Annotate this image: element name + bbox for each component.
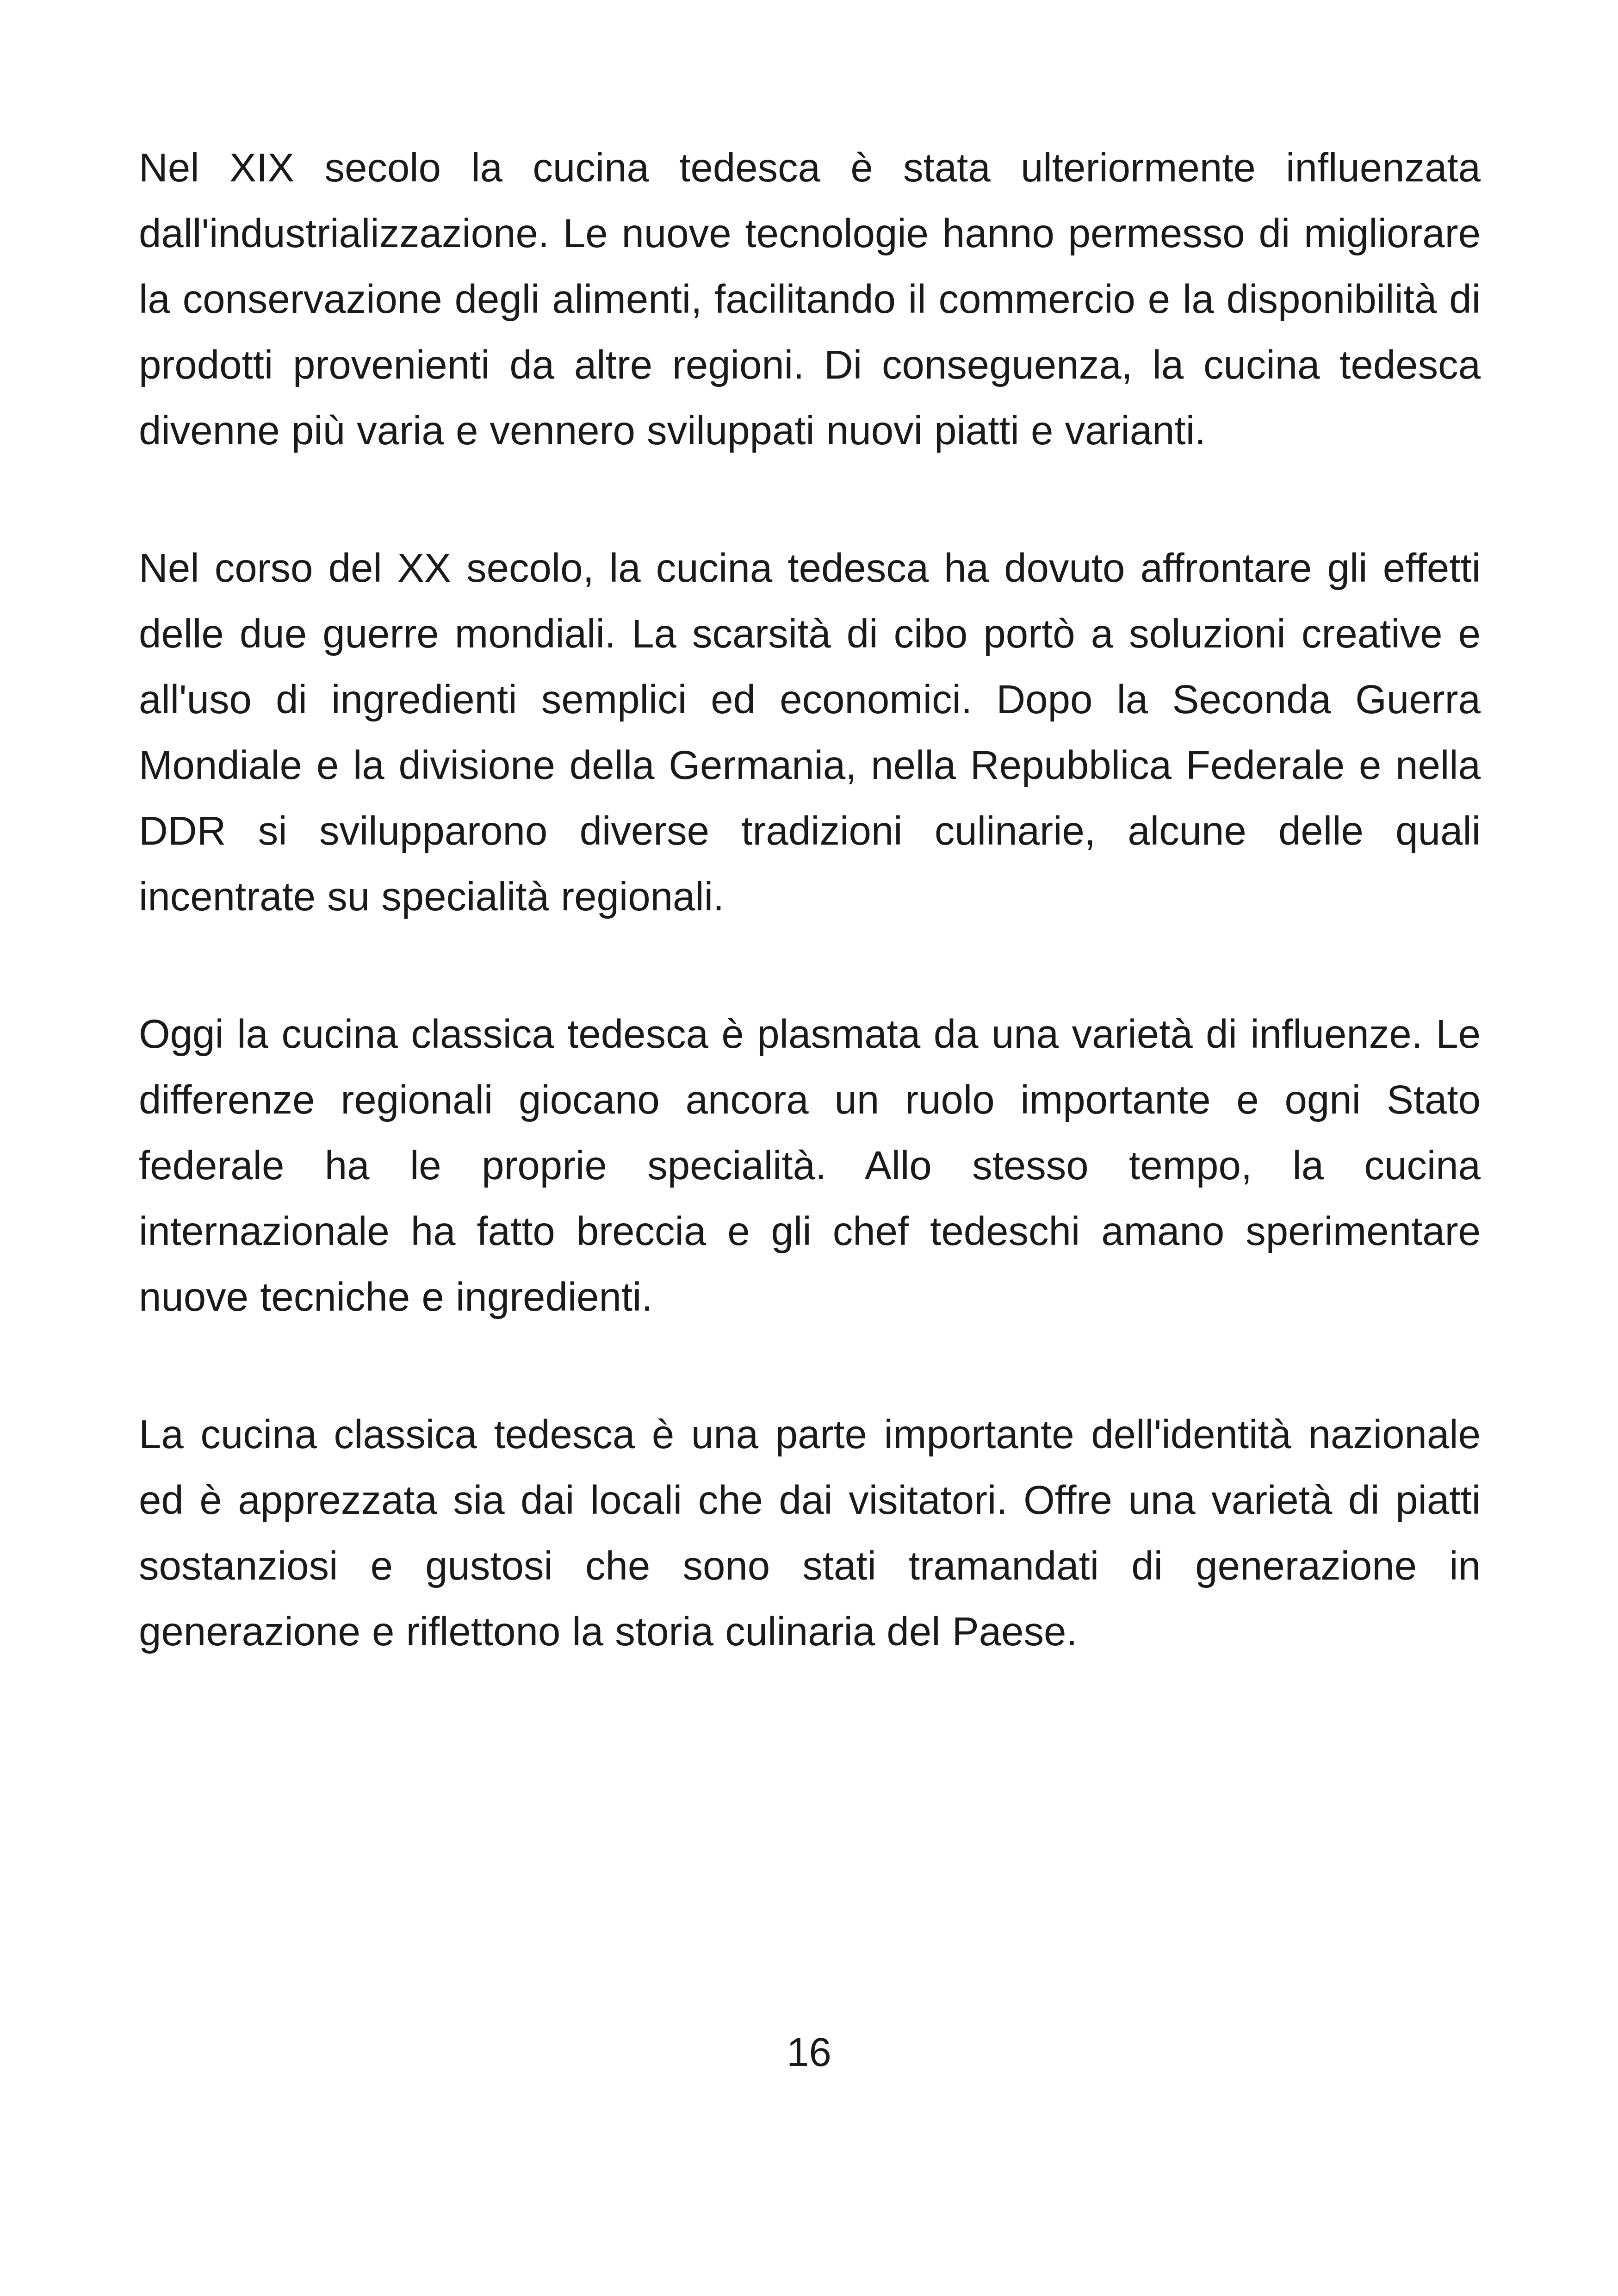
page-body [139,135,1481,1736]
paragraph-today: Oggi la cucina classica tedesca è plasmata da una varietà di influenze. Le differenze regionali giocano ancora un ruolo importante e ogni Stato federale ha le proprie specialità. Allo stesso tempo, la cucina internazionale ha fatto breccia e gli chef tedeschi amano sperimentare nuove tecniche e ingredienti. [139,1012,1481,1319]
paragraph-20th-century: Nel corso del XX secolo, la cucina tedesca ha dovuto affrontare gli effetti delle due guerre mondiali. La scarsità di cibo portò a soluzioni creative e all'uso di ingredienti semplici ed economici. Dopo la Seconda Guerra Mondiale e la divisione della Germania, nella Repubblica Federale e nella DDR si svilupparono diverse tradizioni culinarie, alcune delle quali incentrate su specialità regionali. [139,546,1481,919]
paragraph-19th-century: Nel XIX secolo la cucina tedesca è stata ulteriormente influenzata dall'industrializzazione. Le nuove tecnologie hanno permesso di migliorare la conservazione degli alimenti, facilitando il commercio e la disponibilità di prodotti provenienti da altre regioni. Di conseguenza, la cucina tedesca divenne più varia e vennero sviluppati nuovi piatti e varianti. [139,145,1481,453]
page-number: 16 [787,2030,831,2075]
paragraph-national-identity: La cucina classica tedesca è una parte importante dell'identità nazionale ed è apprezzata sia dai locali che dai visitatori. Offre una varietà di piatti sostanziosi e gustosi che sono stati tramandati di generazione in generazione e riflettono la storia culinaria del Paese. [139,1412,1481,1654]
